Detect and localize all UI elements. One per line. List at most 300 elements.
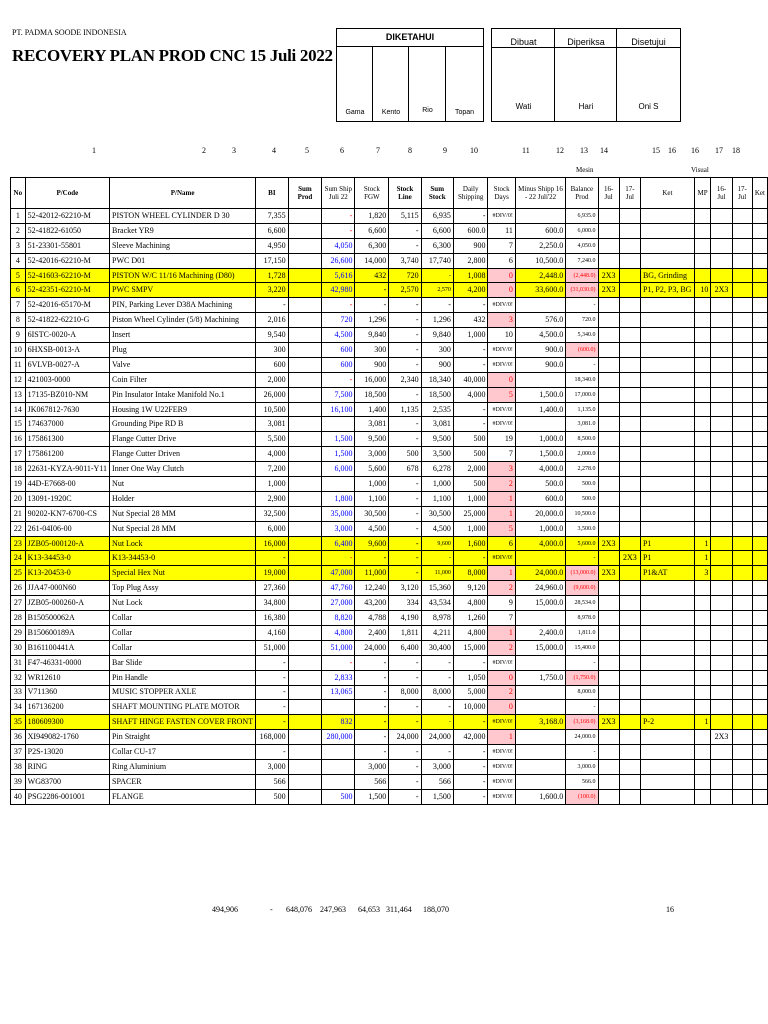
cell-bi: 32,500 — [256, 506, 289, 521]
cell-sum: - — [421, 700, 453, 715]
cell-name: SHAFT MOUNTING PLATE MOTOR — [110, 700, 256, 715]
cell-no: 9 — [11, 328, 26, 343]
header-cell: 16-Jul — [711, 178, 732, 209]
cell-v1 — [711, 596, 732, 611]
cell-bi: 5,500 — [256, 432, 289, 447]
role-name: Oni S — [638, 102, 659, 111]
cell-no: 11 — [11, 357, 26, 372]
table-row — [11, 655, 768, 670]
cell-ket — [640, 700, 694, 715]
table-row — [11, 417, 768, 432]
cell-days: 5 — [488, 521, 515, 536]
cell-line: 2,570 — [389, 283, 421, 298]
cell-ship: 1,500 — [322, 432, 355, 447]
cell-bi: 9,540 — [256, 328, 289, 343]
cell-mp — [694, 313, 711, 328]
column-number: 11 — [522, 146, 530, 155]
cell-ship: 832 — [322, 715, 355, 730]
cell-minus — [515, 700, 565, 715]
cell-v2 — [732, 700, 752, 715]
cell-no: 28 — [11, 611, 26, 626]
cell-m1 — [598, 506, 619, 521]
cell-m2 — [619, 700, 640, 715]
cell-m1 — [598, 581, 619, 596]
cell-mp — [694, 357, 711, 372]
cell-sp — [288, 253, 322, 268]
role-label: Dibuat — [510, 37, 537, 47]
cell-name: SPACER — [110, 774, 256, 789]
cell-sp — [288, 730, 322, 745]
table-row — [11, 402, 768, 417]
cell-m1 — [598, 387, 619, 402]
cell-days: 6 — [488, 536, 515, 551]
cell-ket — [640, 655, 694, 670]
cell-ship: 4,500 — [322, 328, 355, 343]
cell-days: 19 — [488, 432, 515, 447]
cell-vk — [752, 462, 767, 477]
cell-v2 — [732, 387, 752, 402]
table-row — [11, 700, 768, 715]
cell-m1 — [598, 402, 619, 417]
cell-sum: 8,978 — [421, 611, 453, 626]
cell-bal: 500.0 — [566, 491, 598, 506]
cell-days: 7 — [488, 238, 515, 253]
cell-sp — [288, 223, 322, 238]
cell-no: 32 — [11, 670, 26, 685]
cell-minus: 10,500.0 — [515, 253, 565, 268]
cell-minus — [515, 685, 565, 700]
cell-sp — [288, 387, 322, 402]
cell-v2 — [732, 611, 752, 626]
cell-sp — [288, 417, 322, 432]
cell-ship: 13,065 — [322, 685, 355, 700]
cell-vk — [752, 700, 767, 715]
cell-no: 31 — [11, 655, 26, 670]
cell-m2 — [619, 268, 640, 283]
cell-fgw: 11,000 — [355, 566, 389, 581]
cell-name: Housing 1W U22FER9 — [110, 402, 256, 417]
cell-code: 175861200 — [25, 447, 109, 462]
cell-mp — [694, 745, 711, 760]
cell-minus — [515, 611, 565, 626]
cell-v2 — [732, 581, 752, 596]
cell-bi: 4,000 — [256, 447, 289, 462]
cell-minus: 4,000.0 — [515, 536, 565, 551]
cell-name: Pin Insulator Intake Manifold No.1 — [110, 387, 256, 402]
diketahui-label: DIKETAHUI — [337, 32, 483, 47]
cell-days: #DIV/0! — [488, 402, 515, 417]
cell-line: 3,740 — [389, 253, 421, 268]
cell-sum: 2,570 — [421, 283, 453, 298]
cell-name: Collar — [110, 611, 256, 626]
cell-sum: 30,400 — [421, 640, 453, 655]
cell-fgw: - — [355, 551, 389, 566]
cell-fgw: 900 — [355, 357, 389, 372]
cell-vk — [752, 477, 767, 492]
cell-code: 52-41822-61050 — [25, 223, 109, 238]
cell-days: 9 — [488, 596, 515, 611]
role-label: Diperiksa — [567, 37, 605, 47]
cell-daily: 2,000 — [453, 462, 488, 477]
cell-bi: 27,360 — [256, 581, 289, 596]
cell-bi: 51,000 — [256, 640, 289, 655]
cell-v2 — [732, 491, 752, 506]
cell-ket — [640, 313, 694, 328]
cell-bi: 566 — [256, 774, 289, 789]
cell-daily: - — [453, 357, 488, 372]
cell-sum: 15,360 — [421, 581, 453, 596]
cell-fgw: 1,500 — [355, 789, 389, 804]
cell-sum: 6,278 — [421, 462, 453, 477]
cell-line: 5,115 — [389, 209, 421, 224]
cell-ket — [640, 581, 694, 596]
cell-no: 2 — [11, 223, 26, 238]
cell-ket: P1&AT — [640, 566, 694, 581]
cell-v1 — [711, 223, 732, 238]
cell-no: 39 — [11, 774, 26, 789]
cell-m2 — [619, 372, 640, 387]
cell-minus: 1,500.0 — [515, 387, 565, 402]
cell-vk — [752, 611, 767, 626]
cell-days: 5 — [488, 387, 515, 402]
table-row — [11, 238, 768, 253]
cell-bal: 7,240.0 — [566, 253, 598, 268]
cell-ship: 8,820 — [322, 611, 355, 626]
cell-name: Sleeve Machining — [110, 238, 256, 253]
cell-no: 36 — [11, 730, 26, 745]
cell-no: 6 — [11, 283, 26, 298]
page-title: RECOVERY PLAN PROD CNC 15 Juli 2022 — [12, 46, 333, 65]
table-row — [11, 759, 768, 774]
cell-v1 — [711, 328, 732, 343]
cell-m1 — [598, 611, 619, 626]
cell-no: 8 — [11, 313, 26, 328]
cell-line: 678 — [389, 462, 421, 477]
cell-bal: 8,500.0 — [566, 432, 598, 447]
cell-sum: 2,535 — [421, 402, 453, 417]
cell-ship: 280,000 — [322, 730, 355, 745]
cell-ship — [322, 745, 355, 760]
cell-bal: 8,978.0 — [566, 611, 598, 626]
cell-m2 — [619, 477, 640, 492]
cell-sum: - — [421, 268, 453, 283]
cell-minus — [515, 655, 565, 670]
cell-ket — [640, 521, 694, 536]
cell-ket — [640, 357, 694, 372]
cell-m1 — [598, 655, 619, 670]
cell-m1: 2X3 — [598, 283, 619, 298]
cell-days: 0 — [488, 670, 515, 685]
cell-v2 — [732, 238, 752, 253]
cell-bal: - — [566, 298, 598, 313]
cell-v2 — [732, 774, 752, 789]
cell-m2 — [619, 447, 640, 462]
cell-vk — [752, 209, 767, 224]
cell-v1 — [711, 462, 732, 477]
cell-v2 — [732, 655, 752, 670]
cell-code: 52-41822-62210-G — [25, 313, 109, 328]
cell-ket — [640, 759, 694, 774]
table-row — [11, 670, 768, 685]
cell-days: 1 — [488, 566, 515, 581]
cell-code: 52-41603-62210-M — [25, 268, 109, 283]
cell-code: JZB05-000120-A — [25, 536, 109, 551]
cell-sp — [288, 462, 322, 477]
total-bi: 494,906 — [212, 905, 238, 914]
table-row — [11, 491, 768, 506]
cell-name: Insert — [110, 328, 256, 343]
cell-m2 — [619, 328, 640, 343]
cell-ship — [322, 774, 355, 789]
cell-bi: 3,081 — [256, 417, 289, 432]
cell-vk — [752, 774, 767, 789]
cell-bal: 2,278.0 — [566, 462, 598, 477]
cell-m2 — [619, 238, 640, 253]
column-number: 2 — [202, 146, 206, 155]
cell-line: 1,135 — [389, 402, 421, 417]
cell-vk — [752, 730, 767, 745]
cell-sp — [288, 343, 322, 358]
header-cell: P/Name — [110, 178, 256, 209]
cell-vk — [752, 670, 767, 685]
header-cell: Balance Prod — [566, 178, 598, 209]
table-row — [11, 536, 768, 551]
cell-bal: 1,811.0 — [566, 625, 598, 640]
cell-name: Nut — [110, 477, 256, 492]
cell-ship: 600 — [322, 357, 355, 372]
header-row — [11, 178, 768, 209]
cell-m2 — [619, 759, 640, 774]
cell-vk — [752, 715, 767, 730]
column-number: 7 — [376, 146, 380, 155]
column-number: 18 — [732, 146, 740, 155]
cell-bal: 2,000.0 — [566, 447, 598, 462]
cell-vk — [752, 640, 767, 655]
cell-mp — [694, 253, 711, 268]
cell-line: 6,400 — [389, 640, 421, 655]
cell-bi: 4,160 — [256, 625, 289, 640]
cell-v2 — [732, 462, 752, 477]
recovery-plan-table — [10, 177, 768, 805]
cell-sum: 11,000 — [421, 566, 453, 581]
table-row — [11, 372, 768, 387]
table-row — [11, 685, 768, 700]
cell-sp — [288, 700, 322, 715]
cell-name: Plug — [110, 343, 256, 358]
cell-fgw: 5,600 — [355, 462, 389, 477]
cell-mp — [694, 298, 711, 313]
cell-m1 — [598, 596, 619, 611]
cell-v2 — [732, 357, 752, 372]
cell-bi: 10,500 — [256, 402, 289, 417]
cell-daily: 40,000 — [453, 372, 488, 387]
cell-v1 — [711, 700, 732, 715]
cell-vk — [752, 253, 767, 268]
cell-m2 — [619, 357, 640, 372]
total-mp: 16 — [666, 905, 674, 914]
cell-bal: 3,500.0 — [566, 521, 598, 536]
cell-ket — [640, 596, 694, 611]
cell-mp — [694, 581, 711, 596]
cell-bal: (9,600.0) — [566, 581, 598, 596]
cell-v2 — [732, 566, 752, 581]
cell-v2 — [732, 402, 752, 417]
cell-v2 — [732, 789, 752, 804]
cell-daily: 500 — [453, 477, 488, 492]
cell-m2 — [619, 536, 640, 551]
cell-bal: 4,050.0 — [566, 238, 598, 253]
table-row — [11, 387, 768, 402]
table-row — [11, 730, 768, 745]
cell-ship: 7,500 — [322, 387, 355, 402]
cell-code: WR12610 — [25, 670, 109, 685]
cell-m1 — [598, 477, 619, 492]
cell-fgw: 3,000 — [355, 447, 389, 462]
cell-ket — [640, 730, 694, 745]
cell-ket — [640, 447, 694, 462]
cell-minus: 4,000.0 — [515, 462, 565, 477]
cell-v1 — [711, 253, 732, 268]
cell-ket — [640, 462, 694, 477]
cell-ket: P-2 — [640, 715, 694, 730]
cell-m1 — [598, 253, 619, 268]
cell-v2 — [732, 551, 752, 566]
cell-v1 — [711, 506, 732, 521]
cell-v2 — [732, 536, 752, 551]
cell-no: 1 — [11, 209, 26, 224]
table-row — [11, 432, 768, 447]
cell-v1 — [711, 759, 732, 774]
column-number: 13 — [580, 146, 588, 155]
cell-code: 261-04I06-00 — [25, 521, 109, 536]
cell-sp — [288, 596, 322, 611]
cell-bal: 28,534.0 — [566, 596, 598, 611]
cell-ship: - — [322, 372, 355, 387]
cell-name: SHAFT HINGE FASTEN COVER FRONT — [110, 715, 256, 730]
cell-days: 11 — [488, 223, 515, 238]
cell-daily: 600.0 — [453, 223, 488, 238]
cell-daily: 8,000 — [453, 566, 488, 581]
cell-m1 — [598, 625, 619, 640]
cell-no: 37 — [11, 745, 26, 760]
cell-daily: - — [453, 551, 488, 566]
cell-bi: - — [256, 745, 289, 760]
cell-daily: 432 — [453, 313, 488, 328]
cell-line: - — [389, 566, 421, 581]
header-cell: 16-Jul — [598, 178, 619, 209]
cell-days: #DIV/0! — [488, 789, 515, 804]
header-cell: Stock Days — [488, 178, 515, 209]
cell-no: 3 — [11, 238, 26, 253]
cell-m1: 2X3 — [598, 566, 619, 581]
cell-m1 — [598, 670, 619, 685]
cell-ket — [640, 253, 694, 268]
cell-sum: 1,500 — [421, 789, 453, 804]
cell-code: 44D-E7668-00 — [25, 477, 109, 492]
cell-sum: - — [421, 298, 453, 313]
cell-daily: 1,000 — [453, 491, 488, 506]
cell-mp — [694, 685, 711, 700]
cell-ship — [322, 417, 355, 432]
cell-bi: 1,000 — [256, 477, 289, 492]
cell-days: #DIV/0! — [488, 209, 515, 224]
cell-v1 — [711, 536, 732, 551]
cell-fgw: 1,296 — [355, 313, 389, 328]
cell-bal: - — [566, 655, 598, 670]
cell-name: Piston Wheel Cylinder (5/8) Machining — [110, 313, 256, 328]
cell-days: 0 — [488, 372, 515, 387]
cell-ship: - — [322, 298, 355, 313]
cell-m2 — [619, 745, 640, 760]
cell-ship: - — [322, 655, 355, 670]
cell-v1 — [711, 655, 732, 670]
cell-line: - — [389, 670, 421, 685]
table-row — [11, 715, 768, 730]
cell-m2 — [619, 209, 640, 224]
cell-mp — [694, 506, 711, 521]
cell-fgw: - — [355, 298, 389, 313]
cell-days: #DIV/0! — [488, 298, 515, 313]
table-row — [11, 596, 768, 611]
cell-name: Grounding Pipe RD B — [110, 417, 256, 432]
cell-ship: 600 — [322, 343, 355, 358]
cell-sum: 900 — [421, 357, 453, 372]
cell-v2 — [732, 447, 752, 462]
cell-mp — [694, 491, 711, 506]
cell-sp — [288, 655, 322, 670]
cell-no: 15 — [11, 417, 26, 432]
cell-minus — [515, 774, 565, 789]
cell-daily: - — [453, 774, 488, 789]
cell-line: - — [389, 759, 421, 774]
cell-code: 52-42016-62210-M — [25, 253, 109, 268]
cell-fgw: 16,000 — [355, 372, 389, 387]
cell-m1 — [598, 432, 619, 447]
cell-line: 8,000 — [389, 685, 421, 700]
cell-m1 — [598, 238, 619, 253]
table-row — [11, 477, 768, 492]
cell-line: - — [389, 417, 421, 432]
cell-sp — [288, 268, 322, 283]
cell-sum: - — [421, 551, 453, 566]
cell-mp — [694, 759, 711, 774]
table-row — [11, 625, 768, 640]
cell-m2 — [619, 506, 640, 521]
total-stock-line: 64,653 — [358, 905, 380, 914]
cell-sp — [288, 238, 322, 253]
cell-name: Pin Handle — [110, 670, 256, 685]
cell-vk — [752, 343, 767, 358]
cell-ship: 42,980 — [322, 283, 355, 298]
column-number: 5 — [305, 146, 309, 155]
cell-v1 — [711, 402, 732, 417]
cell-code: B161100441A — [25, 640, 109, 655]
cell-m2 — [619, 387, 640, 402]
cell-no: 16 — [11, 432, 26, 447]
cell-bal: 6,935.0 — [566, 209, 598, 224]
cell-bi: 7,355 — [256, 209, 289, 224]
cell-v2 — [732, 417, 752, 432]
cell-bi: 3,000 — [256, 759, 289, 774]
cell-name: Collar — [110, 640, 256, 655]
cell-no: 22 — [11, 521, 26, 536]
cell-ship: - — [322, 551, 355, 566]
cell-sum: 1,000 — [421, 477, 453, 492]
cell-bi: - — [256, 551, 289, 566]
cell-days: 0 — [488, 268, 515, 283]
column-number: 6 — [340, 146, 344, 155]
table-row — [11, 268, 768, 283]
